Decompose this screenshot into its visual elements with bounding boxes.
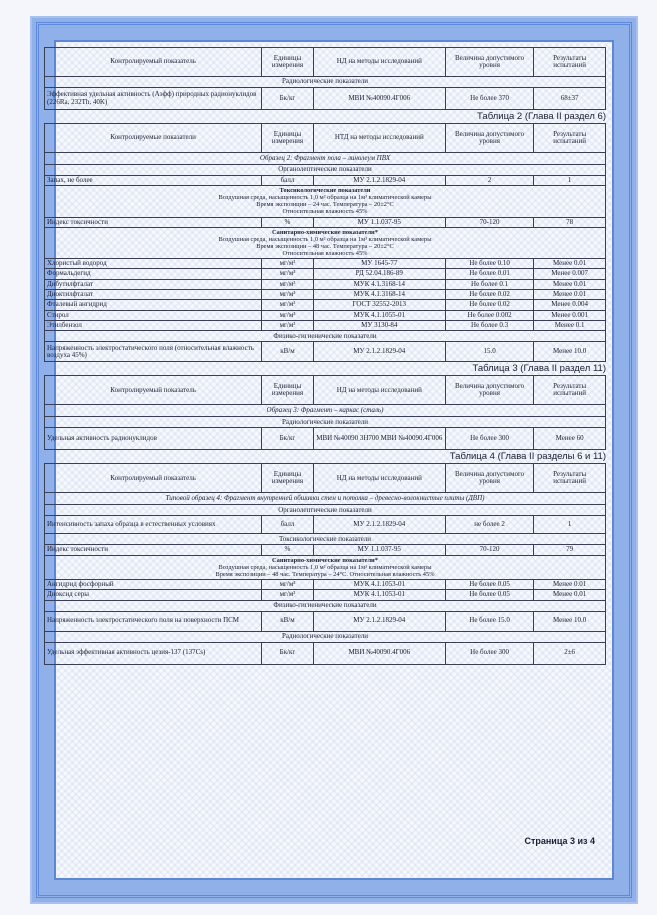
table-2-caption: Таблица 2 (Глава II раздел 6) [477, 111, 606, 122]
section-title: Органолептические показатели [45, 164, 606, 175]
cell-method: МУК 4.1.1053-01 [313, 590, 445, 600]
condition-line: Относительная влажность 45% [282, 249, 368, 257]
page-number: Страница 3 из 4 [524, 836, 595, 846]
cell-units: балл [262, 175, 314, 185]
cell-allowed: Не более 0.002 [445, 310, 533, 320]
cell-indicator: Фталевый ангидрид [45, 300, 262, 310]
condition-line: Время экспозиции – 24 час. Температура – 20±2°С [256, 201, 394, 209]
cell-allowed: Не более 0.10 [445, 259, 533, 269]
table-row [45, 579, 606, 589]
header-results: Результаты испытаний [534, 376, 606, 405]
table-row [45, 342, 606, 362]
condition-line: Относительная влажность 45% [282, 208, 368, 216]
table-row [45, 611, 606, 631]
cell-units: мг/м³ [262, 259, 314, 269]
table-row [45, 259, 606, 269]
cell-method: МУК 4.1.3168-14 [313, 279, 445, 289]
cell-indicator: Напряженность электростатического поля на поверхности ПСМ [45, 611, 262, 631]
cell-units: мг/м³ [262, 310, 314, 320]
cell-allowed: Не более 15.0 [445, 611, 533, 631]
header-results: Результаты испытаний [534, 464, 606, 493]
condition-line: Время экспозиции – 48 час. Температура – 24°С. Относительная влажность 45% [215, 570, 435, 578]
cell-result: Менее 0.001 [534, 310, 606, 320]
cell-allowed: Не более 0.3 [445, 321, 533, 331]
cell-units: Бк/кг [262, 428, 314, 450]
table-row [45, 516, 606, 534]
cell-indicator: Ангидрид фосфорный [45, 579, 262, 589]
header-methods: НД на методы исследований [313, 376, 445, 405]
cell-units: мг/м³ [262, 590, 314, 600]
cell-units: % [262, 217, 314, 227]
condition-line: Воздушная среда, насыщенность 1,0 м² образца на 1м³ климатической камеры [218, 194, 432, 202]
cell-indicator: Этилбензол [45, 321, 262, 331]
table-3 [44, 375, 606, 450]
cell-result: Менее 60 [534, 428, 606, 450]
table-row [45, 545, 606, 555]
header-indicator: Контролируемые показатели [45, 123, 262, 152]
section-title: Радиологические показатели [45, 417, 606, 428]
condition-line: Воздушная среда, насыщенность 1,0 м² образца на 1м³ климатической камеры [218, 235, 432, 243]
cell-allowed: не более 2 [445, 516, 533, 534]
conditions-block [45, 186, 606, 217]
cell-units: мг/м³ [262, 279, 314, 289]
cell-result: 1 [534, 516, 606, 534]
table-row [45, 310, 606, 320]
condition-line: Время экспозиции – 48 час. Температура – 20±2°С [256, 242, 394, 250]
cell-result: 68±37 [534, 88, 606, 110]
section-title: Органолептические показатели [45, 505, 606, 516]
cell-result: 79 [534, 545, 606, 555]
cell-method: МУ 3130-84 [313, 321, 445, 331]
table-2 [44, 123, 606, 362]
cell-method: МУ 1.1.037-95 [313, 217, 445, 227]
cell-method: МУК 4.1.1053-01 [313, 579, 445, 589]
cell-result: 2±6 [534, 642, 606, 664]
cell-allowed: Не более 0.02 [445, 290, 533, 300]
cell-indicator: Запах, не более [45, 175, 262, 185]
cell-units: балл [262, 516, 314, 534]
header-results: Результаты испытаний [534, 48, 606, 77]
cell-units: кВ/м [262, 611, 314, 631]
cell-method: РД 52.04.186-89 [313, 269, 445, 279]
table-row [45, 279, 606, 289]
cell-indicator: Напряженность электростатического поля (относительная влажность воздуха 45%) [45, 342, 262, 362]
cell-allowed: Не более 300 [445, 642, 533, 664]
header-units: Единицы измерения [262, 376, 314, 405]
section-title: Физико-гигиенические показатели [45, 600, 606, 611]
header-methods: НД на методы исследований [313, 48, 445, 77]
header-units: Единицы измерения [262, 48, 314, 77]
cell-units: Бк/кг [262, 642, 314, 664]
section-title: Радиологические показатели [45, 77, 606, 88]
cell-result: Менее 10.0 [534, 611, 606, 631]
cell-method: МУК 4.1.3168-14 [313, 290, 445, 300]
cell-indicator: Формальдегид [45, 269, 262, 279]
cell-allowed: Не более 0.05 [445, 590, 533, 600]
header-allowed: Величина допустимого уровня [445, 464, 533, 493]
cell-indicator: Удельная активность радионуклидов [45, 428, 262, 450]
table-4-caption: Таблица 4 (Глава II разделы 6 и 11) [449, 451, 606, 463]
cell-indicator: Диоктилфталат [45, 290, 262, 300]
cell-allowed: 70-120 [445, 217, 533, 227]
header-results: Результаты испытаний [534, 123, 606, 152]
cell-method: МУ 1.1.037-95 [313, 545, 445, 555]
cell-method: МУК 4.1.1055-01 [313, 310, 445, 320]
section-title: Физико-гигиенические показатели [45, 331, 606, 342]
cell-allowed: Не более 0.02 [445, 300, 533, 310]
table-row [45, 269, 606, 279]
cell-result: Менее 10.0 [534, 342, 606, 362]
cell-method: МУ 1645-77 [313, 259, 445, 269]
cell-result: Менее 0.01 [534, 579, 606, 589]
cell-units: мг/м³ [262, 321, 314, 331]
table-row [45, 217, 606, 227]
section-title: Радиологические показатели [45, 631, 606, 642]
cell-allowed: 2 [445, 175, 533, 185]
cell-allowed: Не более 300 [445, 428, 533, 450]
cell-result: Менее 0.007 [534, 269, 606, 279]
sample-title: Образец 2: Фрагмент пола – линолеум ПВХ [45, 152, 606, 164]
cell-indicator: Хлористый водород [45, 259, 262, 269]
conditions-block [45, 227, 606, 258]
table-header [45, 464, 606, 493]
cell-indicator: Эффективная удельная активность (Аэфф) природных радионуклидов (226Ra, 232Th, 40K) [45, 88, 262, 110]
cell-method: МУ 2.1.2.1829-04 [313, 175, 445, 185]
table-row [45, 590, 606, 600]
header-allowed: Величина допустимого уровня [445, 123, 533, 152]
table-row [45, 642, 606, 664]
cell-result: 1 [534, 175, 606, 185]
cell-units: мг/м³ [262, 269, 314, 279]
table-row [45, 88, 606, 110]
table-row [45, 321, 606, 331]
header-allowed: Величина допустимого уровня [445, 48, 533, 77]
cell-indicator: Индекс токсичности [45, 545, 262, 555]
table-header [45, 48, 606, 77]
cell-result: Менее 0.01 [534, 290, 606, 300]
cell-allowed: Не более 0.01 [445, 269, 533, 279]
header-allowed: Величина допустимого уровня [445, 376, 533, 405]
cell-result: Менее 0.01 [534, 259, 606, 269]
header-units: Единицы измерения [262, 123, 314, 152]
header-methods: НТД на методы исследований [313, 123, 445, 152]
cell-units: кВ/м [262, 342, 314, 362]
section-title: Санитарно-химические показатели* [272, 228, 378, 236]
cell-result: Менее 0.01 [534, 590, 606, 600]
table-3-caption: Таблица 3 (Глава II раздел 11) [472, 363, 606, 375]
cell-result: Менее 0.004 [534, 300, 606, 310]
cell-indicator: Индекс токсичности [45, 217, 262, 227]
cell-method: МВИ №40090 3H700 МВИ №40090.4Г006 [313, 428, 445, 450]
table-header [45, 123, 606, 152]
cell-allowed: Не более 0.1 [445, 279, 533, 289]
table-4 [44, 463, 606, 664]
table-row [45, 428, 606, 450]
header-methods: НД на методы исследований [313, 464, 445, 493]
cell-result: 78 [534, 217, 606, 227]
cell-method: МВИ №40090.4Г006 [313, 88, 445, 110]
table-header [45, 376, 606, 405]
cell-units: мг/м³ [262, 290, 314, 300]
condition-line: Воздушная среда, насыщенность 1,0 м² образца на 1м³ климатической камеры [218, 563, 432, 571]
section-title: Токсикологические показатели [45, 534, 606, 545]
header-indicator: Контролируемый показатель [45, 464, 262, 493]
table-1 [44, 47, 606, 110]
cell-units: Бк/кг [262, 88, 314, 110]
cell-result: Менее 0.01 [534, 279, 606, 289]
cell-allowed: Не более 370 [445, 88, 533, 110]
cell-method: МУ 2.1.2.1829-04 [313, 516, 445, 534]
sample-title: Образец 3: Фрагмент – каркас (сталь) [45, 405, 606, 417]
cell-units: мг/м³ [262, 300, 314, 310]
section-title: Санитарно-химические показатели* [272, 556, 378, 564]
cell-units: % [262, 545, 314, 555]
cell-allowed: 70-120 [445, 545, 533, 555]
header-indicator: Контролируемый показатель [45, 376, 262, 405]
header-units: Единицы измерения [262, 464, 314, 493]
cell-method: МВИ №40090.4Г006 [313, 642, 445, 664]
cell-allowed: 15.0 [445, 342, 533, 362]
sample-title: Типовой образец 4: Фрагмент внутренней обшивки стен и потолка – древесно-волокнистые плиты (ДВП) [45, 493, 606, 505]
cell-indicator: Интенсивность запаха образца в естественных условиях [45, 516, 262, 534]
header-indicator: Контролируемый показатель [45, 48, 262, 77]
cell-allowed: Не более 0.05 [445, 579, 533, 589]
cell-indicator: Диоксид серы [45, 590, 262, 600]
cell-method: МУ 2.1.2.1829-04 [313, 342, 445, 362]
cell-indicator: Дибутилфталат [45, 279, 262, 289]
document-content [44, 47, 606, 665]
table-row [45, 175, 606, 185]
section-title: Токсикологические показатели [279, 187, 371, 195]
table-row [45, 300, 606, 310]
cell-units: мг/м³ [262, 579, 314, 589]
cell-method: ГОСТ 32552-2013 [313, 300, 445, 310]
cell-result: Менее 0.1 [534, 321, 606, 331]
cell-indicator: Стирол [45, 310, 262, 320]
conditions-block [45, 555, 606, 579]
table-row [45, 290, 606, 300]
cell-indicator: Удельная эффективная активность цезия-137 (137Cs) [45, 642, 262, 664]
cell-method: МУ 2.1.2.1829-04 [313, 611, 445, 631]
